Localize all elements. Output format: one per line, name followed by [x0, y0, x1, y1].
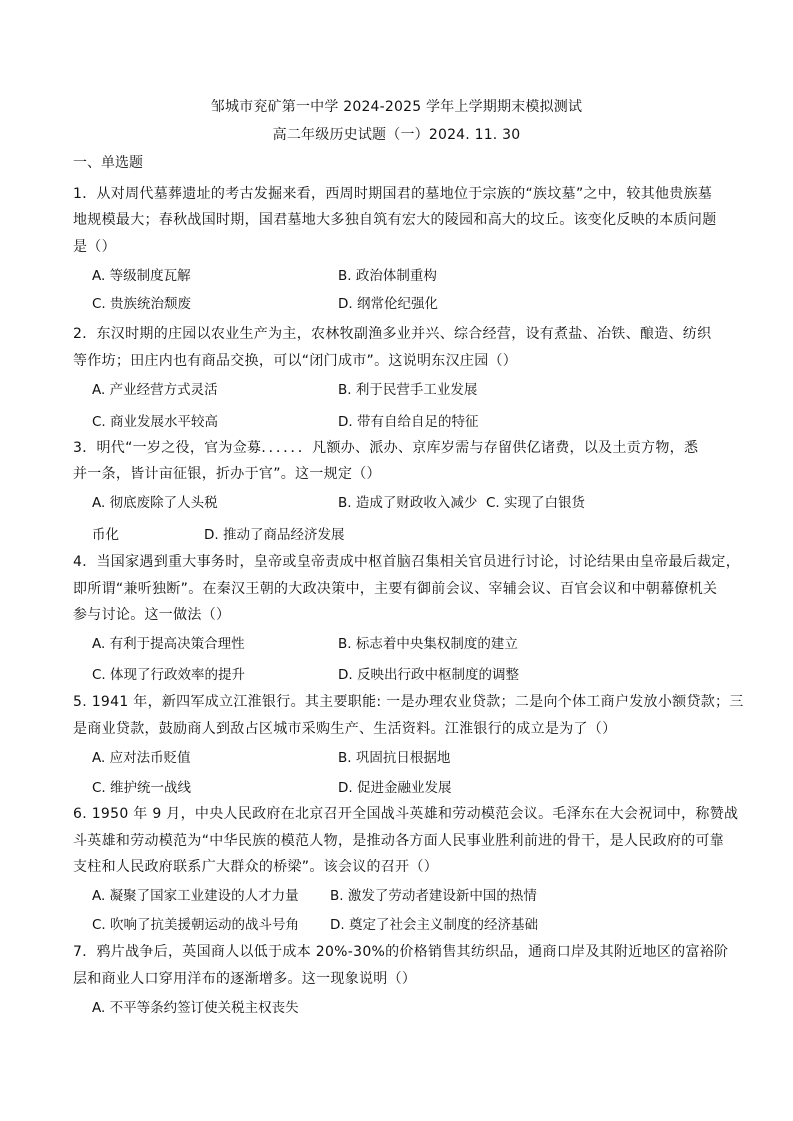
question-4-option-a[interactable]: A. 有利于提高决策合理性 [92, 636, 245, 652]
question-5-option-d[interactable]: D. 促进金融业发展 [338, 780, 452, 796]
question-6-option-b[interactable]: B. 激发了劳动者建设新中国的热情 [330, 888, 537, 904]
question-1-line-2: 地规模最大；春秋战国时期，国君墓地大多独自筑有宏大的陵园和高大的坟丘。该变化反映的本质问题 [73, 212, 717, 228]
question-6-line-2: 斗英雄和劳动模范为“中华民族的模范人物，是推动各方面人民事业胜利前进的骨干，是人民政府的可靠 [73, 833, 725, 849]
question-3-option-b[interactable]: B. 造成了财政收入减少 [338, 495, 478, 511]
exam-subtitle: 高二年级历史试题（一）2024. 11. 30 [272, 127, 521, 143]
question-3-option-d[interactable]: D. 推动了商品经济发展 [204, 527, 345, 543]
question-4-option-c[interactable]: C. 体现了行政效率的提升 [92, 667, 246, 683]
question-7-line-2: 层和商业人口穿用洋布的逐渐增多。这一现象说明（） [73, 971, 417, 987]
exam-title: 邹城市兖矿第一中学 2024-2025 学年上学期期末模拟测试 [210, 99, 583, 115]
question-6-option-c[interactable]: C. 吹响了抗美援朝运动的战斗号角 [92, 917, 300, 933]
question-2-option-c[interactable]: C. 商业发展水平较高 [92, 414, 219, 430]
question-3-option-a[interactable]: A. 彻底废除了人头税 [92, 495, 218, 511]
question-3-option-c-continued: 币化 [92, 527, 119, 543]
question-3-line-1: 3．明代“一岁之役，官为佥募．．．．．．凡额办、派办、京库岁需与存留供亿诸费，以及土贡方物，悉 [73, 440, 699, 456]
question-4-line-3: 参与讨论。这一做法（） [73, 607, 231, 623]
question-1-line-3: 是（） [73, 239, 116, 255]
question-7-option-a[interactable]: A. 不平等条约签订使关税主权丧失 [92, 1000, 299, 1016]
question-4-line-2: 即所谓“兼听独断”。在秦汉王朝的大政决策中，主要有御前会议、宰辅会议、百官会议和中朝幕僚机关 [73, 581, 718, 597]
question-3-line-2: 并一条，皆计亩征银，折办于官”。这一规定（） [73, 466, 381, 482]
question-2-line-1: 2．东汉时期的庄园以农业生产为主，农林牧副渔多业并兴、综合经营，设有煮盐、冶铁、酿造、纺织 [73, 326, 712, 342]
question-6-option-d[interactable]: D. 奠定了社会主义制度的经济基础 [330, 917, 538, 933]
question-7-line-1: 7．鸦片战争后，英国商人以低于成本 20%-30%的价格销售其纺织品，通商口岸及其附近地区的富裕阶 [73, 944, 729, 960]
question-2-option-a[interactable]: A. 产业经营方式灵活 [92, 382, 218, 398]
question-2-option-b[interactable]: B. 利于民营手工业发展 [338, 382, 478, 398]
question-3-option-c[interactable]: C. 实现了白银货 [486, 495, 586, 511]
question-2-line-2: 等作坊；田庄内也有商品交换，可以“闭门成市”。这说明东汉庄园（） [73, 353, 518, 369]
question-6-option-a[interactable]: A. 凝聚了国家工业建设的人才力量 [92, 888, 299, 904]
question-5-option-c[interactable]: C. 维护统一战线 [92, 780, 192, 796]
question-4-line-1: 4．当国家遇到重大事务时，皇帝或皇帝责成中枢首脑召集相关官员进行讨论，讨论结果由皇帝最后裁定， [73, 554, 741, 570]
question-6-line-1: 6. 1950 年 9 月，中央人民政府在北京召开全国战斗英雄和劳动模范会议。毛泽东在大会祝词中，称赞战 [73, 806, 739, 822]
question-1-option-b[interactable]: B. 政治体制重构 [338, 268, 437, 284]
question-5-option-a[interactable]: A. 应对法币贬值 [92, 750, 191, 766]
section-heading: 一、单选题 [73, 155, 143, 171]
question-2-option-d[interactable]: D. 带有自给自足的特征 [338, 414, 479, 430]
question-1-line-1: 1．从对周代墓葬遗址的考古发掘来看，西周时期国君的墓地位于宗族的“族坟墓”之中，较其他贵族墓 [73, 186, 713, 202]
question-5-option-b[interactable]: B. 巩固抗日根据地 [338, 750, 451, 766]
question-5-line-2: 是商业贷款，鼓励商人到敌占区城市采购生产、生活资料。江淮银行的成立是为了（） [73, 721, 617, 737]
question-1-option-d[interactable]: D. 纲常伦纪强化 [338, 296, 438, 312]
question-6-line-3: 支柱和人民政府联系广大群众的桥梁”。该会议的召开（） [73, 859, 439, 875]
question-4-option-b[interactable]: B. 标志着中央集权制度的建立 [338, 636, 518, 652]
question-1-option-c[interactable]: C. 贵族统治颓废 [92, 296, 192, 312]
question-1-option-a[interactable]: A. 等级制度瓦解 [92, 268, 191, 284]
question-5-line-1: 5. 1941 年，新四军成立江淮银行。其主要职能: 一是办理农业贷款；二是向个体工商户发放小额贷款；三 [73, 694, 744, 710]
question-4-option-d[interactable]: D. 反映出行政中枢制度的调整 [338, 667, 519, 683]
